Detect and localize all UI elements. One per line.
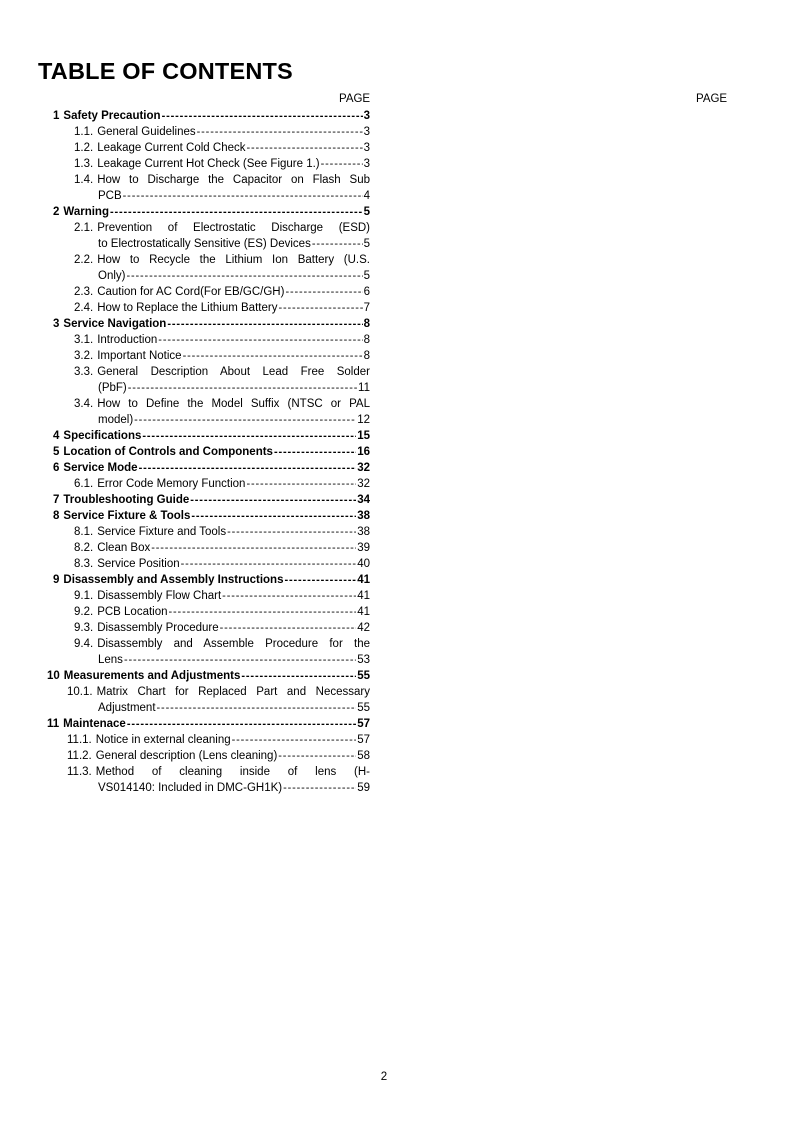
toc-section-entry[interactable] — [53, 507, 370, 523]
toc-entry-page: 5 — [363, 270, 370, 282]
toc-entry-title: Service Fixture and Tools — [97, 526, 227, 538]
toc-entry-title: How to Define the Model Suffix (NTSC or PAL — [97, 398, 370, 410]
toc-entry-title: Prevention of Electrostatic Discharge (ESD) — [97, 222, 370, 234]
toc-entry-number: 3 — [53, 318, 60, 330]
toc-leader-dashes — [246, 478, 356, 491]
toc-entry-page: 15 — [357, 430, 370, 442]
toc-leader-dashes — [110, 206, 363, 219]
toc-entry-title: Lens — [98, 654, 123, 666]
toc-entry-title: Troubleshooting Guide — [63, 494, 190, 506]
toc-entry-page: 32 — [357, 462, 370, 474]
toc-entry-number: 2.3. — [74, 286, 94, 298]
toc-section-entry[interactable] — [47, 667, 370, 683]
toc-entry-number: 3.2. — [74, 350, 94, 362]
toc-entry-number: 4 — [53, 430, 60, 442]
toc-subsection-entry[interactable] — [74, 283, 370, 299]
toc-leader-dashes — [247, 142, 363, 155]
toc-subsection-entry[interactable] — [74, 123, 370, 139]
toc-subsection-entry[interactable] — [74, 635, 370, 651]
toc-subsection-entry[interactable] — [67, 683, 370, 699]
toc-leader-dashes — [134, 414, 356, 427]
toc-leader-dashes — [285, 286, 362, 299]
toc-section-entry[interactable] — [47, 715, 370, 731]
toc-entry-page: 55 — [357, 702, 370, 714]
toc-entry-number: 2.1. — [74, 222, 94, 234]
toc-entry-continuation[interactable] — [98, 411, 370, 427]
toc-entry-page: 32 — [357, 478, 370, 490]
toc-subsection-entry[interactable] — [74, 363, 370, 379]
toc-leader-dashes — [191, 510, 356, 523]
toc-entry-number: 1 — [53, 110, 60, 122]
toc-leader-dashes — [126, 270, 362, 283]
toc-entry-page: 39 — [357, 542, 370, 554]
toc-entry-number: 8.3. — [74, 558, 94, 570]
toc-entry-number: 11 — [47, 718, 60, 730]
toc-entry-number: 10 — [47, 670, 60, 682]
toc-subsection-entry[interactable] — [74, 299, 370, 315]
toc-leader-dashes — [274, 446, 356, 459]
toc-subsection-entry[interactable] — [67, 763, 370, 779]
toc-entry-page: 38 — [357, 510, 370, 522]
toc-entry-title: How to Discharge the Capacitor on Flash Sub — [97, 174, 370, 186]
toc-leader-dashes — [321, 158, 363, 171]
toc-entry-title: Important Notice — [97, 350, 182, 362]
toc-leader-dashes — [312, 238, 363, 251]
toc-entry-page: 3 — [363, 126, 370, 138]
toc-leader-dashes — [139, 462, 357, 475]
toc-entry-title: to Electrostatically Sensitive (ES) Devices — [98, 238, 311, 250]
page-number: 2 — [380, 1071, 388, 1083]
toc-entry-title: Disassembly Flow Chart — [97, 590, 222, 602]
toc-entry-title: Service Mode — [63, 462, 138, 474]
toc-entry-page: 5 — [363, 206, 370, 218]
toc-entry-continuation[interactable] — [98, 267, 370, 283]
toc-subsection-entry[interactable] — [74, 331, 370, 347]
toc-entry-title: How to Replace the Lithium Battery — [97, 302, 278, 314]
toc-entry-number: 1.1. — [74, 126, 94, 138]
toc-entry-number: 8.2. — [74, 542, 94, 554]
toc-entry-page: 8 — [363, 350, 370, 362]
toc-entry-title: Matrix Chart for Replaced Part and Necessary — [96, 686, 370, 698]
toc-leader-dashes — [278, 302, 362, 315]
toc-entry-title: General description (Lens cleaning) — [95, 750, 278, 762]
toc-entry-number: 1.3. — [74, 158, 94, 170]
toc-leader-dashes — [183, 350, 363, 363]
toc-entry-title: How to Recycle the Lithium Ion Battery (U.S. — [97, 254, 370, 266]
toc-leader-dashes — [190, 494, 356, 507]
toc-leader-dashes — [127, 718, 356, 731]
toc-subsection-entry[interactable] — [74, 587, 370, 603]
toc-entry-page: 4 — [363, 190, 370, 202]
toc-entry-number: 1.4. — [74, 174, 94, 186]
toc-entry-number: 7 — [53, 494, 60, 506]
toc-entry-page: 11 — [358, 382, 370, 394]
toc-subsection-entry[interactable] — [74, 395, 370, 411]
toc-leader-dashes — [142, 430, 356, 443]
toc-leader-dashes — [124, 654, 356, 667]
toc-entry-page: 16 — [357, 446, 370, 458]
toc-leader-dashes — [197, 126, 363, 139]
toc-entry-title: General Description About Lead Free Solder — [97, 366, 370, 378]
toc-entry-title: Leakage Current Cold Check — [97, 142, 246, 154]
toc-entry-title: Leakage Current Hot Check (See Figure 1.) — [97, 158, 320, 170]
toc-entry-page: 41 — [357, 606, 370, 618]
toc-entry-number: 11.3. — [67, 766, 92, 778]
toc-entry-continuation[interactable] — [98, 779, 370, 795]
toc-section-entry[interactable] — [53, 107, 370, 123]
toc-entry-page: 55 — [357, 670, 370, 682]
toc-entry-title: Safety Precaution — [63, 110, 161, 122]
toc-subsection-entry[interactable] — [74, 619, 370, 635]
toc-entry-title: Service Navigation — [63, 318, 167, 330]
toc-entry-number: 3.1. — [74, 334, 94, 346]
toc-entry-title: Method of cleaning inside of lens (H- — [95, 766, 370, 778]
toc-entry-number: 3.4. — [74, 398, 94, 410]
toc-leader-dashes — [123, 190, 363, 203]
toc-subsection-entry[interactable] — [74, 219, 370, 235]
toc-entry-title: General Guidelines — [97, 126, 196, 138]
toc-section-entry[interactable] — [53, 427, 370, 443]
toc-entry-title: Specifications — [63, 430, 142, 442]
toc-entry-number: 2.2. — [74, 254, 94, 266]
toc-entry-number: 11.2. — [67, 750, 92, 762]
toc-entry-number: 10.1. — [67, 686, 93, 698]
toc-entry-number: 3.3. — [74, 366, 94, 378]
toc-subsection-entry[interactable] — [74, 155, 370, 171]
toc-entry-title: Adjustment — [98, 702, 156, 714]
toc-entry-page: 8 — [363, 318, 370, 330]
toc-entry-page: 8 — [363, 334, 370, 346]
page-column-header-left: PAGE — [339, 93, 371, 105]
toc-leader-dashes — [227, 526, 356, 539]
toc-subsection-entry[interactable] — [74, 347, 370, 363]
toc-entry-title: (PbF) — [98, 382, 127, 394]
toc-entry-number: 9 — [53, 574, 60, 586]
toc-subsection-entry[interactable] — [74, 139, 370, 155]
toc-leader-dashes — [232, 734, 357, 747]
toc-entry-title: Maintenace — [63, 718, 126, 730]
toc-entry-title: Measurements and Adjustments — [63, 670, 241, 682]
toc-entry-number: 9.1. — [74, 590, 94, 602]
toc-leader-dashes — [158, 334, 362, 347]
toc-entry-number: 8.1. — [74, 526, 94, 538]
toc-subsection-entry[interactable] — [67, 731, 370, 747]
toc-entry-number: 6 — [53, 462, 60, 474]
toc-leader-dashes — [283, 782, 356, 795]
toc-entry-number: 11.1. — [67, 734, 92, 746]
toc-entry-number: 1.2. — [74, 142, 94, 154]
toc-entry-title: Clean Box — [97, 542, 151, 554]
toc-entry-title: Disassembly and Assemble Procedure for the — [97, 638, 370, 650]
toc-subsection-entry[interactable] — [67, 747, 370, 763]
toc-entry-continuation[interactable] — [98, 379, 370, 395]
toc-section-entry[interactable] — [53, 491, 370, 507]
toc-leader-dashes — [222, 590, 356, 603]
toc-entry-number: 9.4. — [74, 638, 94, 650]
toc-entry-title: VS014140: Included in DMC-GH1K) — [98, 782, 283, 794]
toc-entry-title: Notice in external cleaning — [95, 734, 231, 746]
toc-entry-page: 3 — [363, 142, 370, 154]
toc-subsection-entry[interactable] — [74, 251, 370, 267]
toc-entry-number: 6.1. — [74, 478, 94, 490]
toc-entry-page: 6 — [363, 286, 370, 298]
toc-subsection-entry[interactable] — [74, 171, 370, 187]
toc-entry-title: Disassembly and Assembly Instructions — [63, 574, 284, 586]
toc-section-entry[interactable] — [53, 459, 370, 475]
toc-leader-dashes — [241, 670, 356, 683]
toc-entry-page: 34 — [357, 494, 370, 506]
toc-entry-title: PCB Location — [97, 606, 168, 618]
toc-entry-number: 9.3. — [74, 622, 94, 634]
toc-entry-title: Service Position — [97, 558, 180, 570]
toc-leader-dashes — [167, 318, 362, 331]
toc-leader-dashes — [169, 606, 357, 619]
toc-leader-dashes — [220, 622, 357, 635]
toc-entry-page: 53 — [357, 654, 370, 666]
toc-entry-title: Caution for AC Cord(For EB/GC/GH) — [97, 286, 285, 298]
page-title: TABLE OF CONTENTS — [38, 58, 293, 84]
toc-entry-title: model) — [98, 414, 134, 426]
toc-entry-page: 5 — [363, 238, 370, 250]
toc-entry-page: 7 — [363, 302, 370, 314]
toc-entry-continuation[interactable] — [98, 187, 370, 203]
toc-entry-page: 3 — [363, 158, 370, 170]
toc-entry-page: 38 — [357, 526, 370, 538]
toc-section-entry[interactable] — [53, 571, 370, 587]
toc-entry-page: 41 — [357, 574, 370, 586]
toc-entry-title: Location of Controls and Components — [63, 446, 273, 458]
toc-entry-continuation[interactable] — [98, 699, 370, 715]
toc-entry-number: 2.4. — [74, 302, 94, 314]
toc-entry-continuation[interactable] — [98, 235, 370, 251]
toc-leader-dashes — [128, 382, 357, 395]
toc-section-entry[interactable] — [53, 203, 370, 219]
toc-subsection-entry[interactable] — [74, 603, 370, 619]
toc-leader-dashes — [157, 702, 357, 715]
toc-entry-page: 12 — [357, 414, 370, 426]
toc-entry-page: 42 — [357, 622, 370, 634]
toc-entry-number: 2 — [53, 206, 60, 218]
toc-subsection-entry[interactable] — [74, 539, 370, 555]
toc-entry-page: 57 — [357, 734, 370, 746]
toc-section-entry[interactable] — [53, 315, 370, 331]
toc-entry-page: 59 — [357, 782, 370, 794]
toc-entry-page: 3 — [363, 110, 370, 122]
toc-entry-title: Only) — [98, 270, 126, 282]
toc-section-entry[interactable] — [53, 443, 370, 459]
toc-entry-page: 57 — [357, 718, 370, 730]
toc-entry-number: 9.2. — [74, 606, 94, 618]
toc-entry-title: PCB — [98, 190, 122, 202]
toc-entry-title: Service Fixture & Tools — [63, 510, 191, 522]
toc-leader-dashes — [181, 558, 357, 571]
toc-entry-continuation[interactable] — [98, 651, 370, 667]
toc-entry-title: Introduction — [97, 334, 158, 346]
toc-leader-dashes — [151, 542, 356, 555]
toc-entry-number: 5 — [53, 446, 60, 458]
toc-leader-dashes — [162, 110, 363, 123]
toc-entry-number: 8 — [53, 510, 60, 522]
toc-entry-title: Warning — [63, 206, 109, 218]
toc-entry-title: Disassembly Procedure — [97, 622, 219, 634]
toc-subsection-entry[interactable] — [74, 523, 370, 539]
toc-entry-page: 58 — [357, 750, 370, 762]
toc-leader-dashes — [278, 750, 356, 763]
toc-subsection-entry[interactable] — [74, 475, 370, 491]
page-column-header-right: PAGE — [696, 93, 728, 105]
toc-entry-title: Error Code Memory Function — [97, 478, 246, 490]
toc-leader-dashes — [284, 574, 356, 587]
toc-subsection-entry[interactable] — [74, 555, 370, 571]
toc-entry-page: 40 — [357, 558, 370, 570]
toc-entry-page: 41 — [357, 590, 370, 602]
